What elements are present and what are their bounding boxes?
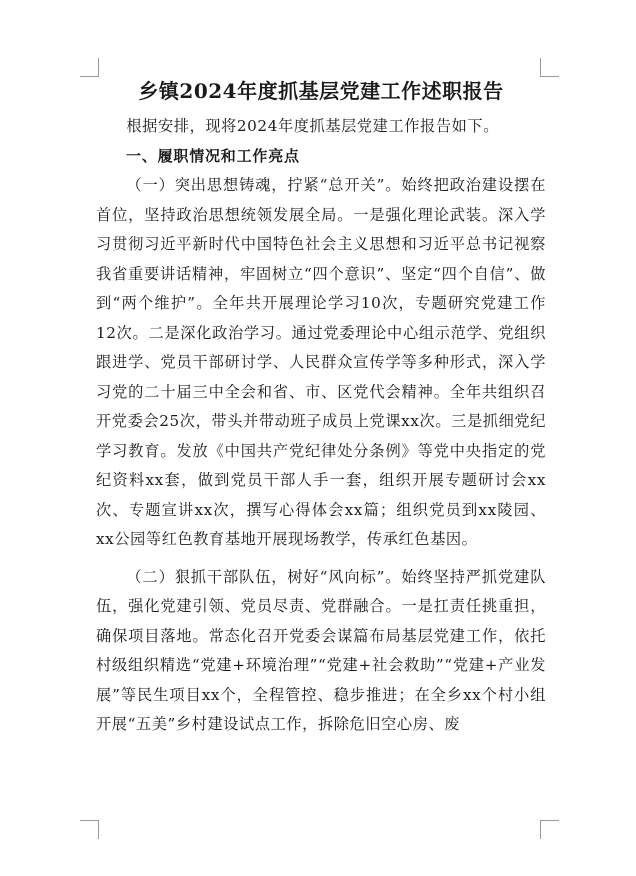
intro-paragraph: 根据安排，现将2024年度抓基层党建工作报告如下。: [126, 117, 499, 135]
document-body: [96, 74, 546, 740]
margin-mark-bottom-left: [80, 820, 99, 839]
body-paragraph-2: （二）狠抓干部队伍，树好“风向标”。始终坚持严抓党建队伍，强化党建引领、党员尽责、党群融合。一是扛责任挑重担，确保项目落地。常态化召开党委会谋篇布局基层党建工作，依托村级组织精选“党建+环境治理”“党建+社会救助”“党建+产业发展”等民生项目xx个，全程管控、稳步推进；在全乡xx个村小组开展“五美”乡村建设试点工作，拆除危旧空心房、废: [96, 567, 546, 733]
body-paragraph-1: （一）突出思想铸魂，拧紧“总开关”。始终把政治建设摆在首位，坚持政治思想统领发展全局。一是强化理论武装。深入学习贯彻习近平新时代中国特色社会主义思想和习近平总书记视察我省重要讲话精神，牢固树立“四个意识”、坚定“四个自信”、做到“两个维护”。全年共开展理论学习10次，专题研究党建工作12次。二是深化政治学习。通过党委理论中心组示范学、党组织跟进学、党员干部研讨学、人民群众宣传学等多种形式，深入学习党的二十届三中全会和省、市、区党代会精神。全年共组织召开党委会25次，带头并带动班子成员上党课xx次。三是抓细党纪学习教育。发放《中国共产党纪律处分条例》等党中央指定的党纪资料xx套，做到党员干部人手一套，组织开展专题研讨会xx次、专题宣讲xx次，撰写心得体会xx篇；组织党员到xx陵园、xx公园等红色教育基地开展现场教学，传承红色基因。: [96, 176, 546, 548]
document-title: 乡镇2024年度抓基层党建工作述职报告: [138, 79, 504, 103]
section-heading: 一、履职情况和工作亮点: [126, 146, 300, 165]
margin-mark-bottom-right: [540, 820, 559, 839]
paragraph-spacer: [96, 555, 546, 563]
